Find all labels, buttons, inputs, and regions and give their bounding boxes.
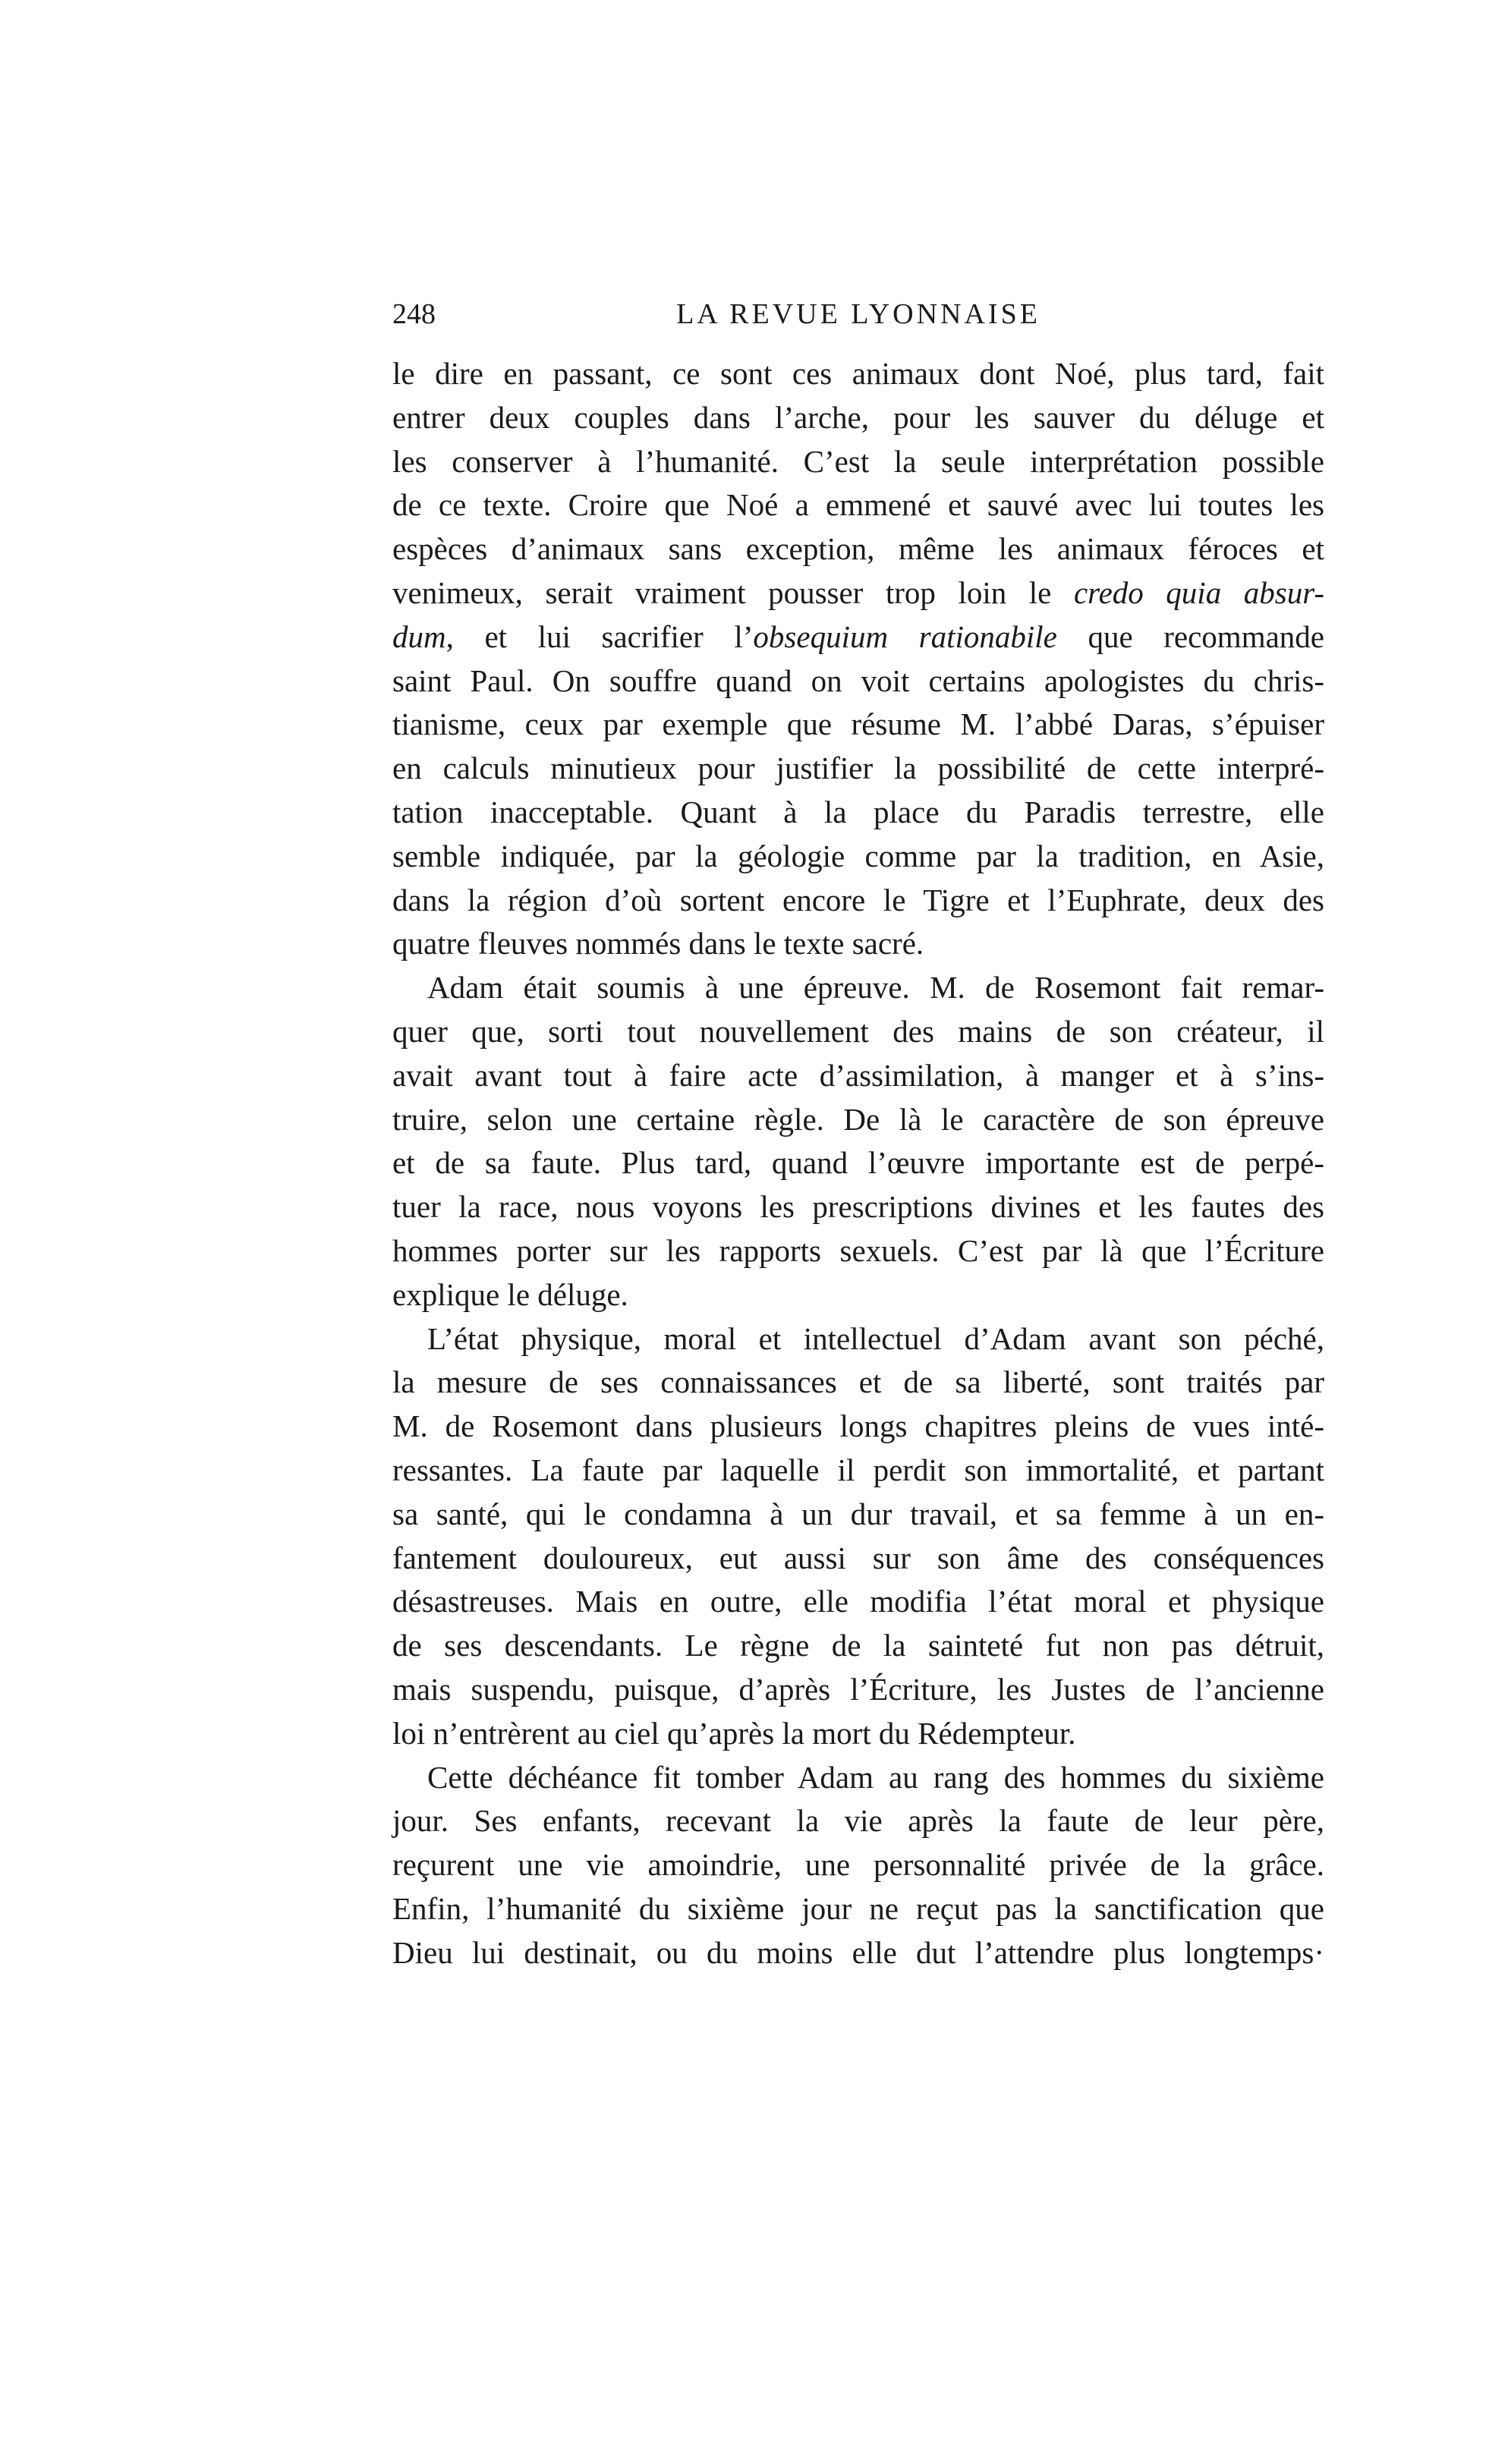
text-line xyxy=(392,1141,1324,1185)
text-line xyxy=(392,1493,1324,1537)
text-line xyxy=(392,791,1324,835)
running-title: LA REVUE LYONNAISE xyxy=(676,298,1040,330)
text-segment: loi n’entrèrent au ciel qu’après la mort du Rédempteur. xyxy=(392,1715,1076,1751)
text-line xyxy=(392,1361,1324,1405)
text-line xyxy=(392,1098,1324,1142)
text-line xyxy=(392,571,1324,615)
text-line xyxy=(392,352,1324,396)
text-line xyxy=(392,922,1324,966)
text-segment: tuer la race, nous voyons les prescriptions divines et les fautes des xyxy=(392,1189,1324,1225)
text-segment: hommes porter sur les rapports sexuels. C’est par là que l’Écriture xyxy=(392,1232,1324,1268)
text-segment: et de sa faute. Plus tard, quand l’œuvre importante est de perpé- xyxy=(392,1145,1324,1181)
text-line xyxy=(392,1229,1324,1273)
italic-text: obsequium rationabile xyxy=(753,618,1057,654)
text-segment: espèces d’animaux sans exception, même les animaux féroces et xyxy=(392,531,1324,567)
text-segment: tianisme, ceux par exemple que résume M. l’abbé Daras, s’épuiser xyxy=(392,706,1324,742)
text-segment: Cette déchéance fit tomber Adam au rang des hommes du sixième xyxy=(427,1759,1324,1795)
text-line xyxy=(392,1405,1324,1449)
text-segment: de ses descendants. Le règne de la sainteté fut non pas détruit, xyxy=(392,1628,1324,1663)
text-line xyxy=(392,1537,1324,1581)
text-segment: désastreuses. Mais en outre, elle modifia l’état moral et physique xyxy=(392,1584,1324,1619)
text-segment: reçurent une vie amoindrie, une personnalité privée de la grâce. xyxy=(392,1847,1324,1883)
text-line xyxy=(392,1010,1324,1054)
running-header xyxy=(392,297,1324,335)
text-segment: en calculs minutieux pour justifier la possibilité de cette interpré- xyxy=(392,751,1324,786)
text-segment: la mesure de ses connaissances et de sa liberté, sont traités par xyxy=(392,1364,1324,1400)
text-line xyxy=(392,659,1324,703)
text-segment: fantement douloureux, eut aussi sur son âme des conséquences xyxy=(392,1540,1324,1575)
text-line xyxy=(392,1756,1324,1800)
text-line xyxy=(392,1712,1324,1756)
text-line xyxy=(392,747,1324,791)
text-segment: venimeux, serait vraiment pousser trop loin le xyxy=(392,574,1074,610)
text-line xyxy=(392,1580,1324,1624)
text-line xyxy=(392,396,1324,440)
text-line xyxy=(392,1054,1324,1098)
text-segment: L’état physique, moral et intellectuel d’Adam avant son péché, xyxy=(427,1320,1324,1356)
text-segment: semble indiquée, par la géologie comme par la tradition, en Asie, xyxy=(392,838,1324,873)
text-line xyxy=(392,1624,1324,1668)
text-segment: , et lui sacrifier l’ xyxy=(445,618,754,654)
page-number: 248 xyxy=(392,298,436,330)
text-segment: quatre fleuves nommés dans le texte sacré. xyxy=(392,926,924,961)
text-line xyxy=(392,1185,1324,1229)
text-line xyxy=(392,1799,1324,1843)
text-line xyxy=(392,1449,1324,1493)
text-segment: mais suspendu, puisque, d’après l’Écriture, les Justes de l’ancienne xyxy=(392,1671,1324,1707)
text-segment: jour. Ses enfants, recevant la vie après la faute de leur père, xyxy=(392,1803,1324,1839)
text-line xyxy=(392,1843,1324,1887)
text-segment: ressantes. La faute par laquelle il perdit son immortalité, et partant xyxy=(392,1452,1324,1487)
paragraph xyxy=(392,966,1324,1317)
italic-text: dum xyxy=(392,618,446,654)
text-line xyxy=(392,879,1324,923)
text-line xyxy=(392,615,1324,659)
text-segment: Enfin, l’humanité du sixième jour ne reçut pas la sanctification que xyxy=(392,1890,1324,1926)
text-segment: M. de Rosemont dans plusieurs longs chapitres pleins de vues inté- xyxy=(392,1408,1324,1444)
text-segment: sa santé, qui le condamna à un dur travail, et sa femme à un en- xyxy=(392,1496,1324,1531)
text-segment: de ce texte. Croire que Noé a emmené et sauvé avec lui toutes les xyxy=(392,487,1324,523)
text-segment: truire, selon une certaine règle. De là le caractère de son épreuve xyxy=(392,1101,1324,1137)
text-line xyxy=(392,1317,1324,1361)
text-segment: que recommande xyxy=(1056,618,1324,654)
text-line xyxy=(392,703,1324,747)
text-segment: tation inacceptable. Quant à la place du Paradis terrestre, elle xyxy=(392,794,1324,829)
page-body-text xyxy=(392,352,1324,1975)
text-segment: dans la région d’où sortent encore le Tigre et l’Euphrate, deux des xyxy=(392,882,1324,917)
paragraph xyxy=(392,352,1324,966)
text-line xyxy=(392,1887,1324,1931)
text-segment: explique le déluge. xyxy=(392,1276,628,1312)
text-segment: avait avant tout à faire acte d’assimilation, à manger et à s’ins- xyxy=(392,1057,1324,1093)
text-line xyxy=(392,440,1324,484)
text-segment: les conserver à l’humanité. C’est la seule interprétation possible xyxy=(392,443,1324,479)
text-segment: Adam était soumis à une épreuve. M. de Rosemont fait remar- xyxy=(427,970,1324,1005)
text-line xyxy=(392,1273,1324,1317)
text-line xyxy=(392,527,1324,571)
text-segment: entrer deux couples dans l’arche, pour les sauver du déluge et xyxy=(392,399,1324,435)
text-segment: saint Paul. On souffre quand on voit certains apologistes du chris- xyxy=(392,662,1324,698)
text-line xyxy=(392,483,1324,527)
text-line xyxy=(392,1668,1324,1712)
text-segment: Dieu lui destinait, ou du moins elle dut l’attendre plus longtemps· xyxy=(392,1934,1324,1970)
text-segment: quer que, sorti tout nouvellement des mains de son créateur, il xyxy=(392,1013,1324,1049)
text-line xyxy=(392,1931,1324,1975)
text-line xyxy=(392,966,1324,1010)
text-line xyxy=(392,835,1324,879)
text-segment: le dire en passant, ce sont ces animaux dont Noé, plus tard, fait xyxy=(392,356,1324,391)
italic-text: credo quia absur- xyxy=(1073,574,1324,610)
paragraph xyxy=(392,1756,1324,1975)
paragraph xyxy=(392,1317,1324,1756)
